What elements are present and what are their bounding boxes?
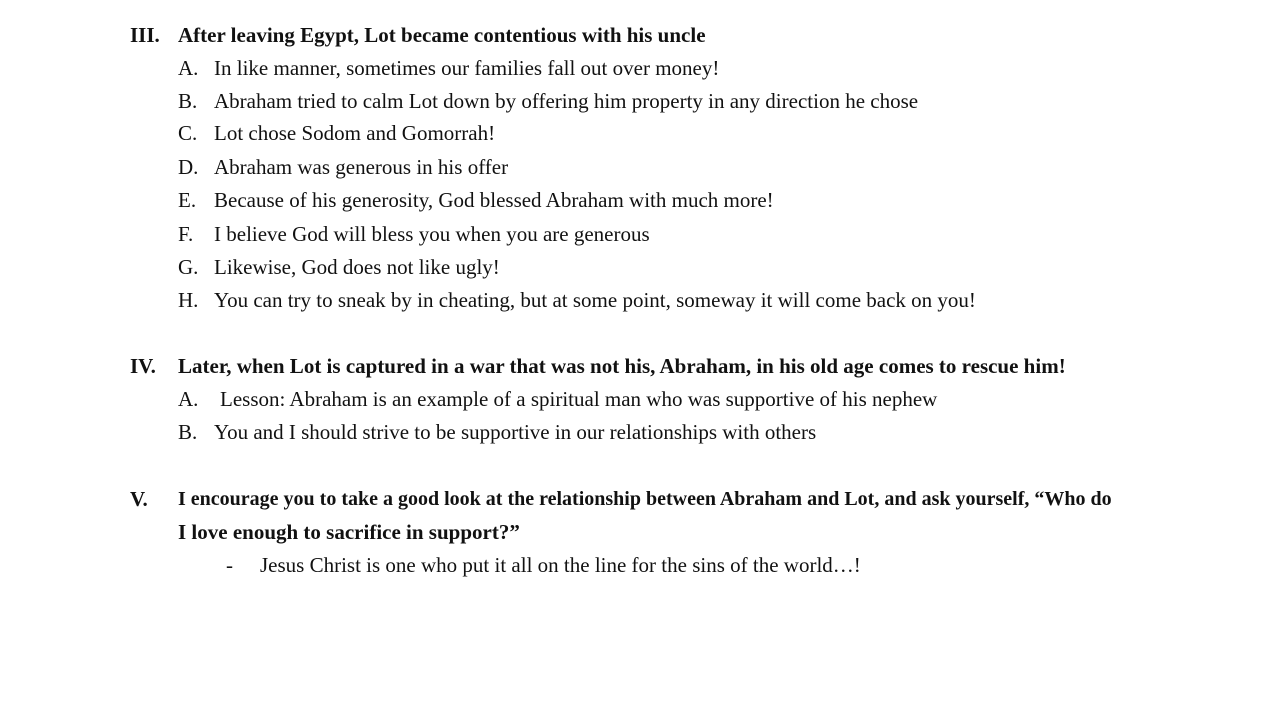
item-label: A. — [178, 56, 199, 80]
item-text: I believe God will bless you when you are generous — [214, 222, 650, 246]
section-heading: Later, when Lot is captured in a war that was not his, Abraham, in his old age comes to rescue him! — [178, 354, 1066, 378]
item-label: G. — [178, 255, 199, 279]
item-text: Abraham tried to calm Lot down by offering him property in any direction he chose — [214, 89, 919, 113]
item-label: F. — [178, 222, 194, 246]
section-numeral: V. — [130, 487, 148, 511]
section-numeral: III. — [130, 23, 160, 47]
item-label: B. — [178, 89, 198, 113]
section-numeral: IV. — [130, 354, 156, 378]
item-text: Likewise, God does not like ugly! — [214, 255, 500, 279]
item-text: Lesson: Abraham is an example of a spiritual man who was supportive of his nephew — [220, 387, 938, 411]
bullet-text: Jesus Christ is one who put it all on the line for the sins of the world…! — [260, 553, 861, 577]
item-text: In like manner, sometimes our families fall out over money! — [214, 56, 720, 80]
item-label: D. — [178, 155, 199, 179]
item-label: A. — [178, 387, 199, 411]
item-text: You and I should strive to be supportive in our relationships with others — [214, 420, 817, 444]
section-heading-line-2: I love enough to sacrifice in support?” — [178, 520, 520, 544]
item-text: Abraham was generous in his offer — [214, 155, 509, 179]
item-label: C. — [178, 121, 198, 145]
item-label: E. — [178, 188, 197, 212]
item-label: B. — [178, 420, 198, 444]
item-text: Lot chose Sodom and Gomorrah! — [214, 121, 496, 145]
bullet-marker: - — [226, 553, 233, 577]
item-label: H. — [178, 288, 199, 312]
section-heading: After leaving Egypt, Lot became contentious with his uncle — [178, 23, 706, 47]
item-text: You can try to sneak by in cheating, but at some point, someway it will come back on you! — [214, 288, 976, 312]
section-heading-line-1: I encourage you to take a good look at the relationship between Abraham and Lot, and ask yourself, “Who do — [178, 488, 1112, 510]
item-text: Because of his generosity, God blessed Abraham with much more! — [214, 188, 774, 212]
